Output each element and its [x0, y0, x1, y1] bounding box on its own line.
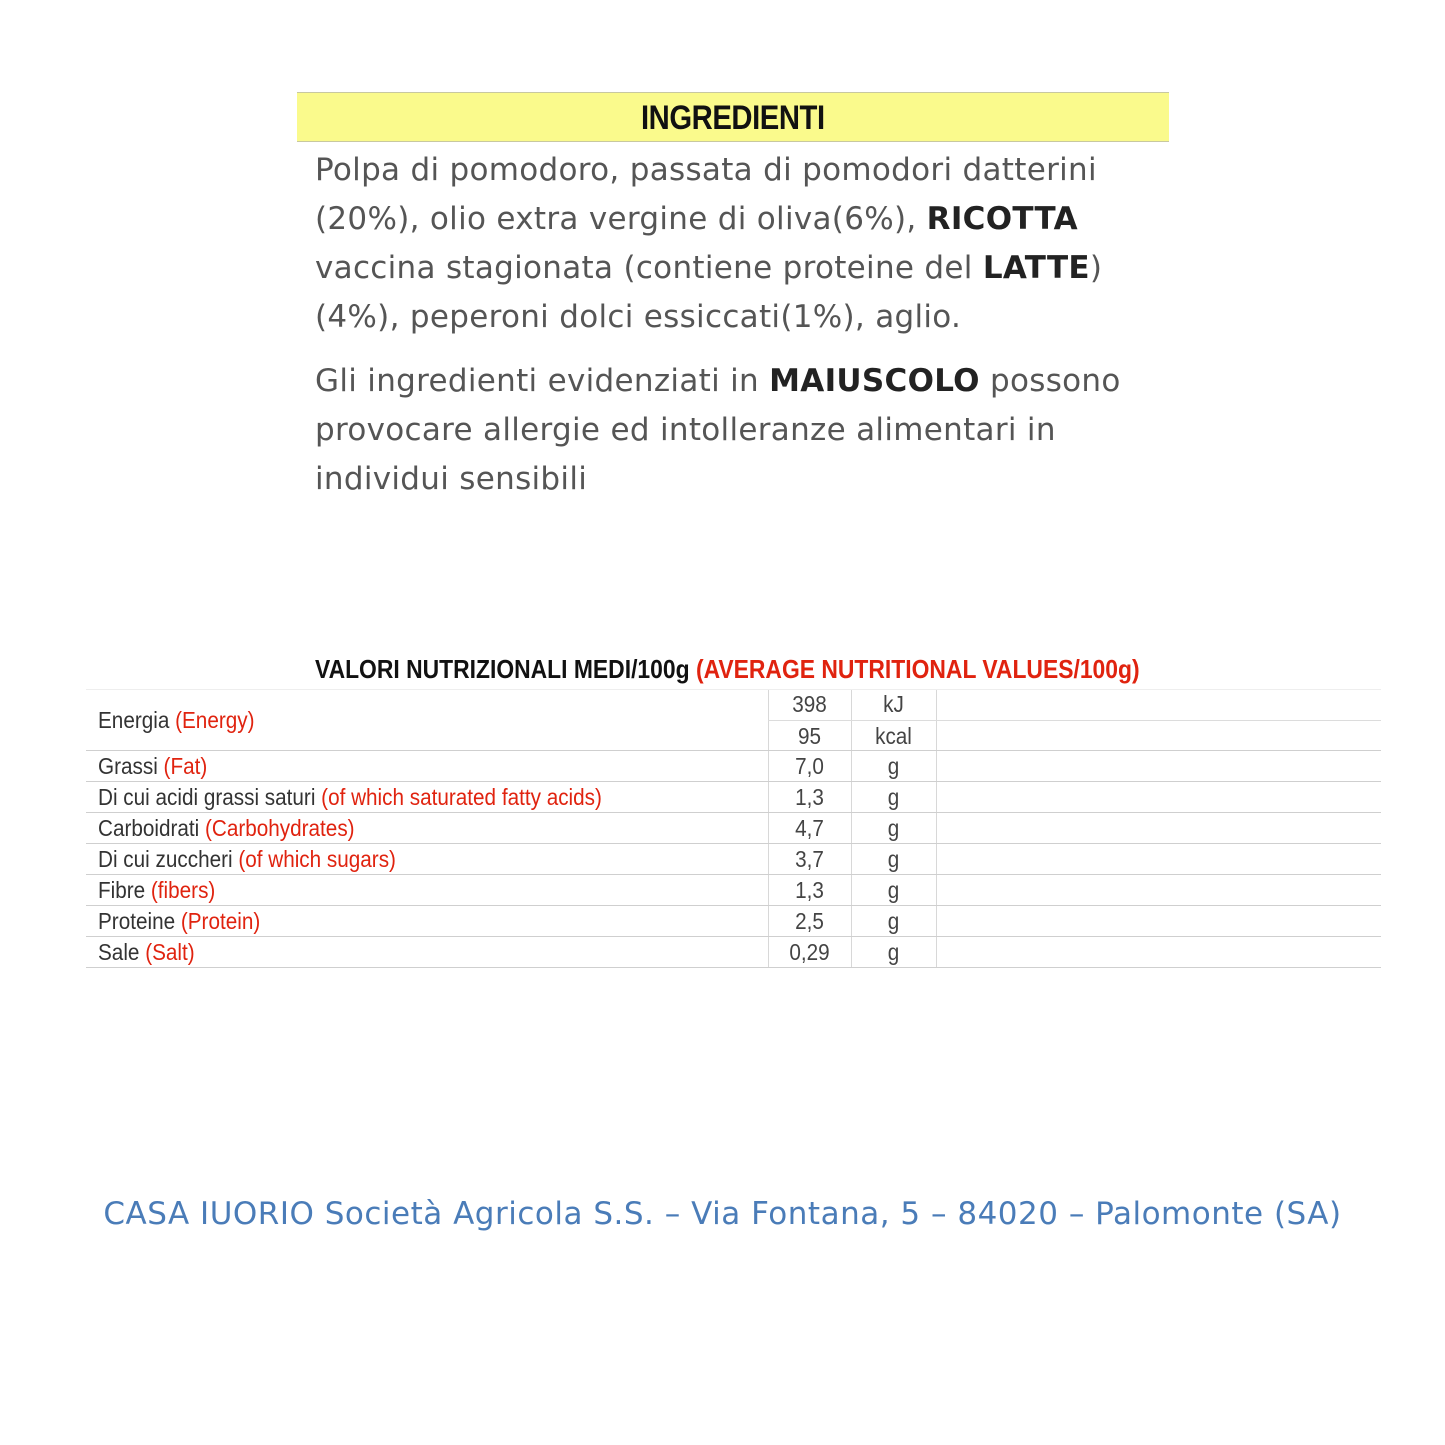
energy-kcal-value: 95 [797, 723, 822, 749]
label-it: Energia [98, 707, 170, 733]
row-unit: g [887, 846, 900, 872]
allergen-highlight: LATTE [982, 250, 1090, 286]
row-label [98, 846, 396, 873]
text-segment: vaccina stagionata (contiene proteine del [315, 250, 983, 286]
label-en: (Energy) [175, 707, 255, 733]
text-segment: )(4%), peperoni dolci essiccati(1%), aglio. [315, 250, 1103, 335]
label-en: (Carbohydrates) [205, 815, 355, 841]
nutrition-table [86, 689, 1381, 968]
ingredients-title: INGREDIENTI [641, 99, 825, 137]
row-label [98, 908, 260, 935]
nutrition-title-it: VALORI NUTRIZIONALI MEDI/100g [315, 654, 690, 684]
energy-kj-unit: kJ [883, 691, 904, 717]
nutrition-title-en: (AVERAGE NUTRITIONAL VALUES/100g) [695, 654, 1140, 684]
table-row [86, 813, 1381, 844]
row-label [98, 815, 355, 842]
row-unit: g [887, 939, 900, 965]
row-unit: g [887, 877, 900, 903]
label-en: (fibers) [150, 877, 216, 903]
table-row [86, 937, 1381, 968]
row-unit: g [887, 784, 900, 810]
table-row [86, 844, 1381, 875]
label-en: (Protein) [180, 908, 261, 934]
allergen-note [315, 357, 1155, 504]
row-unit: g [887, 908, 900, 934]
row-value: 3,7 [795, 846, 824, 872]
table-row [86, 782, 1381, 813]
nutrition-title [315, 654, 1140, 685]
label-it: Sale [98, 939, 140, 965]
label-en: (Salt) [145, 939, 195, 965]
label-en: (of which saturated fatty acids) [321, 784, 602, 810]
ingredients-text [315, 146, 1155, 504]
text-segment: Gli ingredienti evidenziati in [315, 363, 770, 399]
table-row [86, 906, 1381, 937]
company-address: CASA IUORIO Società Agricola S.S. – Via Fontana, 5 – 84020 – Palomonte (SA) [103, 1196, 1342, 1232]
energy-kcal-unit: kcal [875, 723, 912, 749]
ingredients-list [315, 146, 1155, 342]
row-unit: g [887, 815, 900, 841]
allergen-highlight: RICOTTA [926, 201, 1078, 237]
row-label [98, 707, 254, 734]
label-it: Fibre [98, 877, 146, 903]
ingredients-header [297, 92, 1169, 142]
allergen-highlight: MAIUSCOLO [769, 363, 980, 399]
row-value: 2,5 [795, 908, 824, 934]
row-value: 0,29 [789, 939, 830, 965]
row-value: 1,3 [795, 877, 824, 903]
table-row [86, 751, 1381, 782]
label-en: (of which sugars) [238, 846, 396, 872]
label-it: Grassi [98, 753, 158, 779]
text-segment: possono provocare allergie ed intolleranze alimentari in individui sensibili [315, 363, 1121, 497]
energy-kj-value: 398 [792, 691, 827, 717]
table-row-energy [86, 689, 1381, 751]
label-it: Di cui zuccheri [98, 846, 233, 872]
row-value: 7,0 [795, 753, 824, 779]
label-it: Carboidrati [98, 815, 200, 841]
row-label [98, 877, 215, 904]
row-value: 1,3 [795, 784, 824, 810]
label-it: Proteine [98, 908, 176, 934]
row-label [98, 939, 195, 966]
label-en: (Fat) [163, 753, 208, 779]
text-segment: Polpa di pomodoro, passata di pomodori datterini (20%), olio extra vergine di oliva(6%), [315, 152, 1097, 237]
table-row [86, 875, 1381, 906]
row-label [98, 753, 207, 780]
row-unit: g [887, 753, 900, 779]
row-value: 4,7 [795, 815, 824, 841]
label-it: Di cui acidi grassi saturi [98, 784, 316, 810]
row-label [98, 784, 602, 811]
